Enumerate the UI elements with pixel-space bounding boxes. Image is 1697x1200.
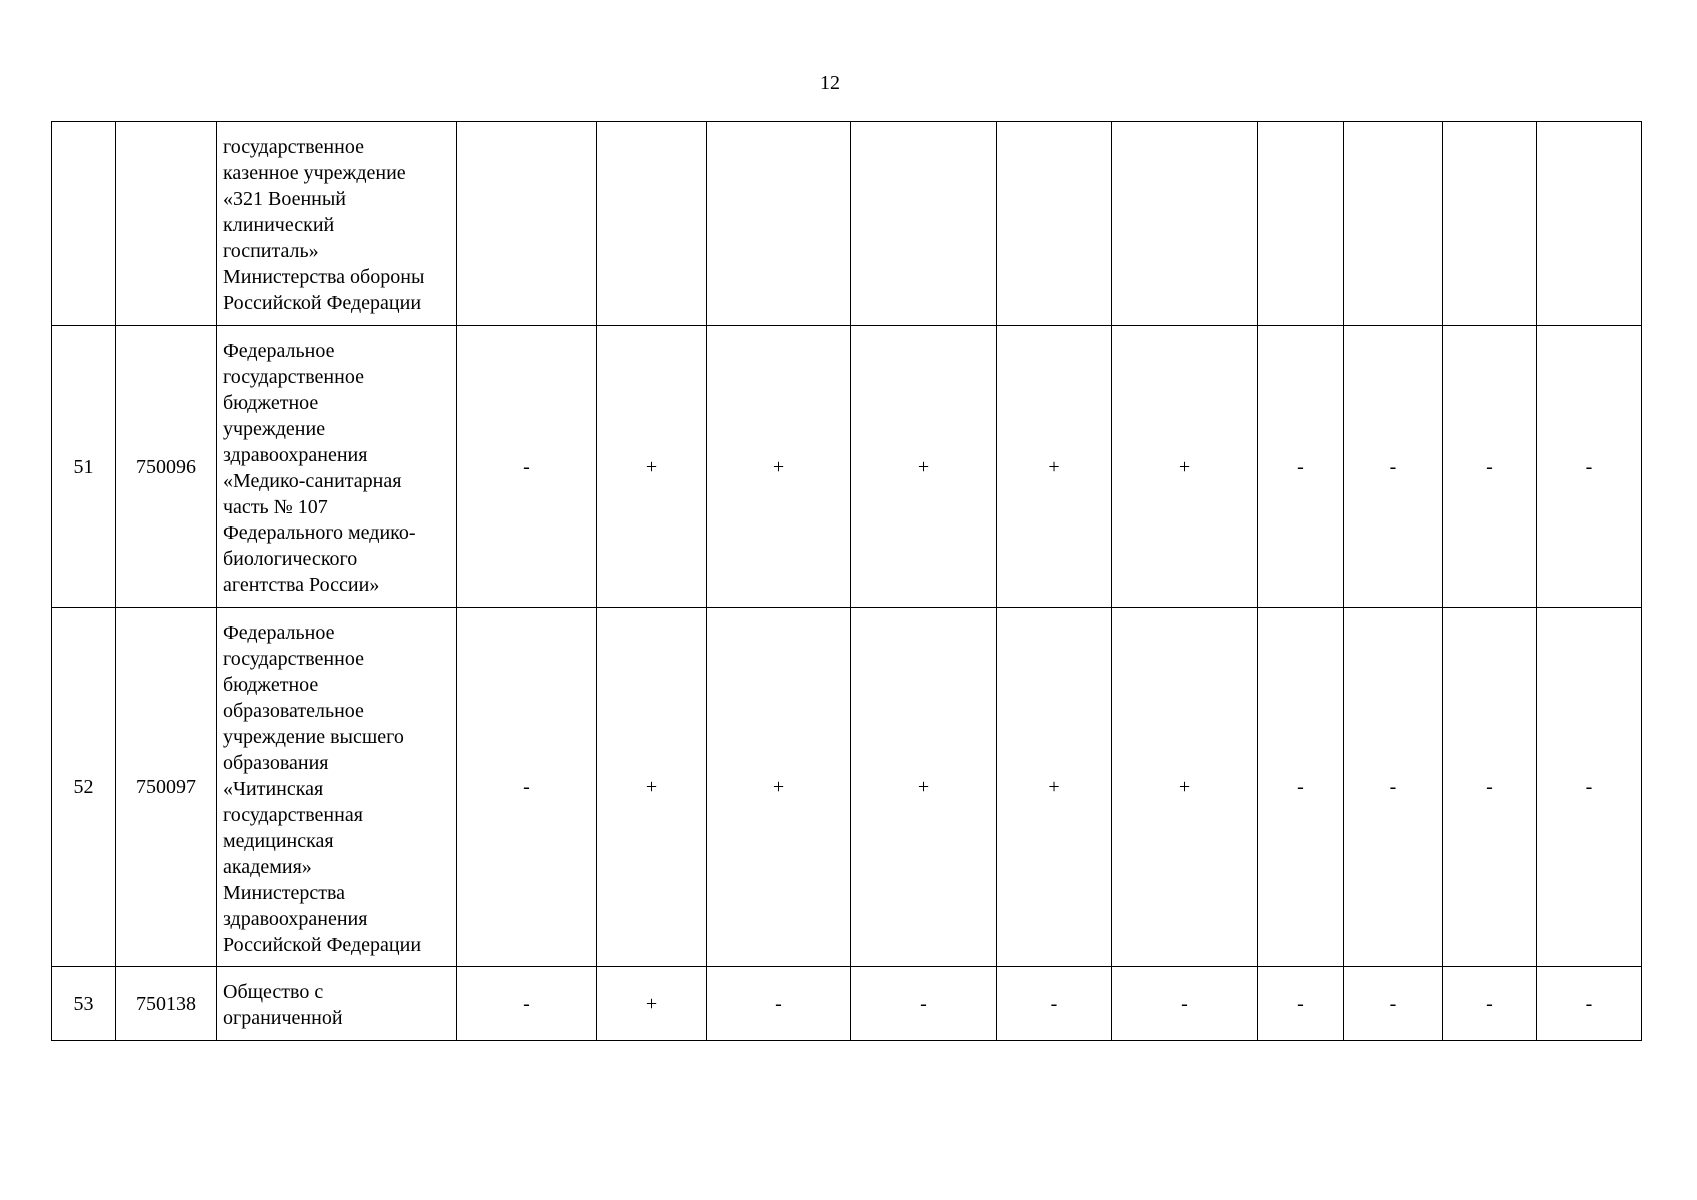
mark-cell — [1537, 122, 1642, 326]
mark-cell: - — [1258, 326, 1344, 608]
table-row — [52, 967, 1642, 1041]
mark-cell: - — [851, 967, 997, 1041]
registry-table — [51, 121, 1642, 1041]
table-row — [52, 326, 1642, 608]
org-name-line: Федерального медико- — [223, 522, 416, 544]
mark-cell — [1344, 122, 1443, 326]
mark-cell: - — [1443, 608, 1537, 967]
mark-cell: - — [457, 967, 597, 1041]
org-name-line: ограниченной — [223, 1007, 343, 1029]
mark-cell: - — [1344, 608, 1443, 967]
org-name-line: агентства России» — [223, 574, 380, 596]
mark-cell: - — [457, 608, 597, 967]
org-name-line: клинический — [223, 214, 335, 236]
mark-cell: - — [1344, 967, 1443, 1041]
org-name-line: Федеральное — [223, 622, 335, 644]
mark-cell: + — [997, 326, 1112, 608]
org-name-line: бюджетное — [223, 674, 319, 696]
org-name-line: государственное — [223, 136, 364, 158]
mark-cell — [851, 122, 997, 326]
org-name-line: Министерства обороны — [223, 266, 425, 288]
org-name-line: здравоохранения — [223, 908, 368, 930]
mark-cell: - — [1112, 967, 1258, 1041]
mark-cell — [457, 122, 597, 326]
org-name-cell — [217, 608, 457, 967]
org-code-cell: 750096 — [116, 326, 217, 608]
mark-cell: + — [707, 326, 851, 608]
org-name-line: казенное учреждение — [223, 162, 406, 184]
mark-cell: + — [597, 608, 707, 967]
org-name-line: государственная — [223, 804, 363, 826]
org-code-cell — [116, 122, 217, 326]
mark-cell — [997, 122, 1112, 326]
row-number-cell: 53 — [52, 967, 116, 1041]
org-name-line: «Читинская — [223, 778, 324, 800]
org-name-line: Федеральное — [223, 340, 335, 362]
mark-cell: - — [1344, 326, 1443, 608]
org-name-line: образовательное — [223, 700, 364, 722]
org-name-line: Общество с — [223, 981, 324, 1003]
mark-cell — [1258, 122, 1344, 326]
mark-cell: - — [457, 326, 597, 608]
org-code-cell: 750097 — [116, 608, 217, 967]
mark-cell: - — [1537, 608, 1642, 967]
org-name-line: Министерства — [223, 882, 346, 904]
mark-cell: - — [1537, 967, 1642, 1041]
mark-cell: + — [597, 326, 707, 608]
org-name-cell — [217, 326, 457, 608]
org-name-line: медицинская — [223, 830, 334, 852]
mark-cell — [707, 122, 851, 326]
mark-cell: - — [707, 967, 851, 1041]
mark-cell: - — [1258, 967, 1344, 1041]
mark-cell — [1443, 122, 1537, 326]
org-name-line: академия» — [223, 856, 312, 878]
org-name-cell — [217, 967, 457, 1041]
org-name-line: часть № 107 — [223, 496, 328, 518]
org-name-line: Российской Федерации — [223, 292, 422, 314]
org-name-line: образования — [223, 752, 329, 774]
org-name-line: биологического — [223, 548, 358, 570]
org-name-line: государственное — [223, 366, 364, 388]
mark-cell: + — [1112, 608, 1258, 967]
row-number-cell — [52, 122, 116, 326]
mark-cell: + — [997, 608, 1112, 967]
org-name-line: учреждение — [223, 418, 326, 440]
mark-cell: - — [997, 967, 1112, 1041]
org-name-line: госпиталь» — [223, 240, 319, 262]
mark-cell: + — [851, 326, 997, 608]
mark-cell — [597, 122, 707, 326]
mark-cell: + — [597, 967, 707, 1041]
org-name-line: государственное — [223, 648, 364, 670]
org-name-line: здравоохранения — [223, 444, 368, 466]
org-name-line: «321 Военный — [223, 188, 347, 210]
org-name-line: бюджетное — [223, 392, 319, 414]
row-number-cell: 51 — [52, 326, 116, 608]
page-number: 12 — [820, 72, 840, 94]
org-name-cell — [217, 122, 457, 326]
table-row — [52, 608, 1642, 967]
row-number-cell: 52 — [52, 608, 116, 967]
mark-cell — [1112, 122, 1258, 326]
table-body — [52, 122, 1642, 1041]
table-row — [52, 122, 1642, 326]
mark-cell: + — [707, 608, 851, 967]
org-name-line: «Медико-санитарная — [223, 470, 402, 492]
mark-cell: - — [1443, 967, 1537, 1041]
mark-cell: - — [1443, 326, 1537, 608]
mark-cell: - — [1258, 608, 1344, 967]
org-code-cell: 750138 — [116, 967, 217, 1041]
mark-cell: + — [851, 608, 997, 967]
mark-cell: + — [1112, 326, 1258, 608]
org-name-line: Российской Федерации — [223, 934, 422, 956]
mark-cell: - — [1537, 326, 1642, 608]
org-name-line: учреждение высшего — [223, 726, 404, 748]
